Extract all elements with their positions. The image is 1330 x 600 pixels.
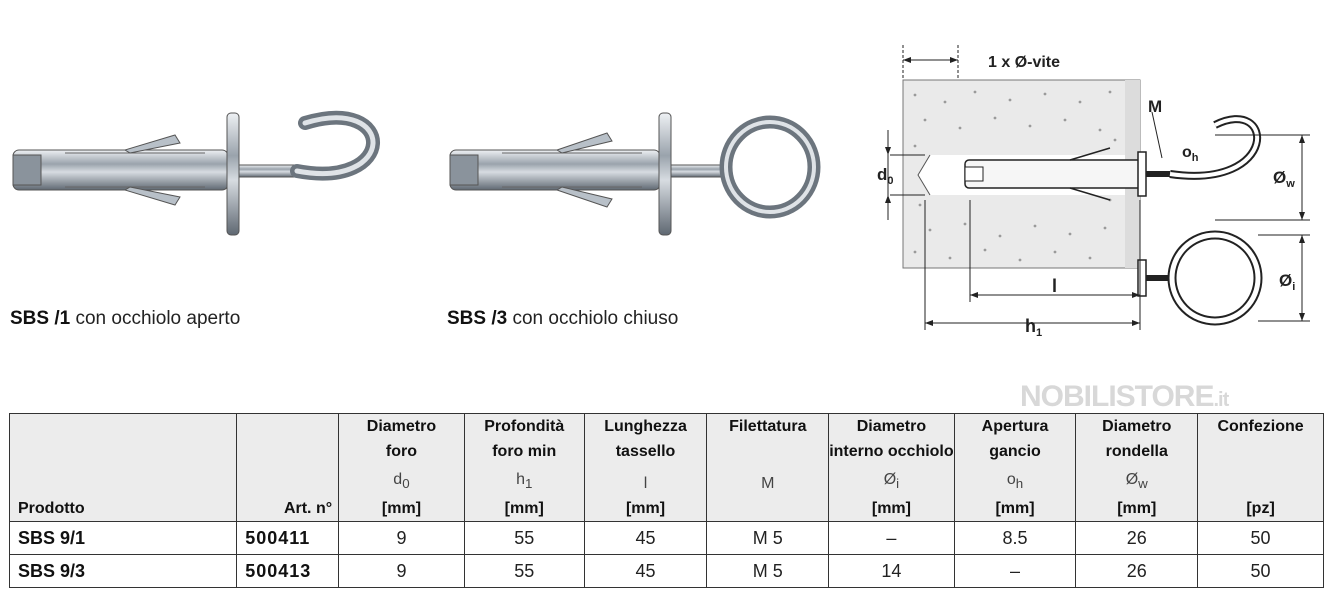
cell-d0: 9 [339,522,465,555]
technical-diagram [870,40,1310,340]
cell-ow: 26 [1076,555,1198,588]
header-lunghezza: Lunghezza tassello l [mm] [584,414,707,522]
cell-pz: 50 [1198,522,1324,555]
cell-oh: – [954,555,1076,588]
diagram-d0-label: $d_0$ [877,165,894,187]
cell-art: 500413 [237,555,339,588]
table-row [10,522,1324,555]
cell-l: 45 [584,522,707,555]
product-image-sbs-1 [5,105,405,245]
table-row [10,555,1324,588]
header-confezione: Confezione [pz] [1198,414,1324,522]
caption-sbs-1-desc: con occhiolo aperto [75,308,241,329]
cell-art: 500411 [237,522,339,555]
cell-prodotto: SBS 9/3 [10,555,237,588]
diagram-screw-label: 1 x Ø-vite [988,54,1061,71]
cell-ow: 26 [1076,522,1198,555]
caption-sbs-3 [447,308,678,330]
cell-oi: 14 [829,555,954,588]
header-filettatura: Filettatura M [707,414,829,522]
cell-h1: 55 [464,555,584,588]
diagram-oi-label: $Ø_i$ [1279,271,1296,293]
caption-sbs-1-code: SBS /1 [10,308,71,329]
header-diametro-rondella: Diametro rondella $Ø_w$ [mm] [1076,414,1198,522]
diagram-m-label: M [1148,97,1163,116]
header-apertura: Apertura gancio $o_h$ [mm] [954,414,1076,522]
diagram-l-label: l [1052,276,1058,296]
cell-m: M 5 [707,555,829,588]
cell-oi: – [829,522,954,555]
watermark-logo: NOBILISTORE.it [1020,380,1229,413]
cell-prodotto: SBS 9/1 [10,522,237,555]
cell-l: 45 [584,555,707,588]
cell-oh: 8.5 [954,522,1076,555]
caption-sbs-3-code: SBS /3 [447,308,508,329]
spec-table [9,413,1324,588]
caption-sbs-1 [10,308,240,330]
diagram-h1-label: $h_1$ [1025,316,1043,339]
diagram-oh-label: $o_h$ [1182,144,1199,164]
cell-d0: 9 [339,555,465,588]
cell-pz: 50 [1198,555,1324,588]
cell-m: M 5 [707,522,829,555]
header-prodotto: Prodotto [10,414,237,522]
cell-h1: 55 [464,522,584,555]
caption-sbs-3-desc: con occhiolo chiuso [512,308,679,329]
diagram-ow-label: $Ø_w$ [1273,168,1295,190]
header-diametro-occhiolo: Diametro interno occhiolo $Ø_i$ [mm] [829,414,954,522]
header-diametro-foro: Diametro foro $d_0$ [mm] [339,414,465,522]
header-art: Art. n° [237,414,339,522]
header-profondita: Profondità foro min $h_1$ [mm] [464,414,584,522]
product-image-sbs-3 [442,105,842,245]
